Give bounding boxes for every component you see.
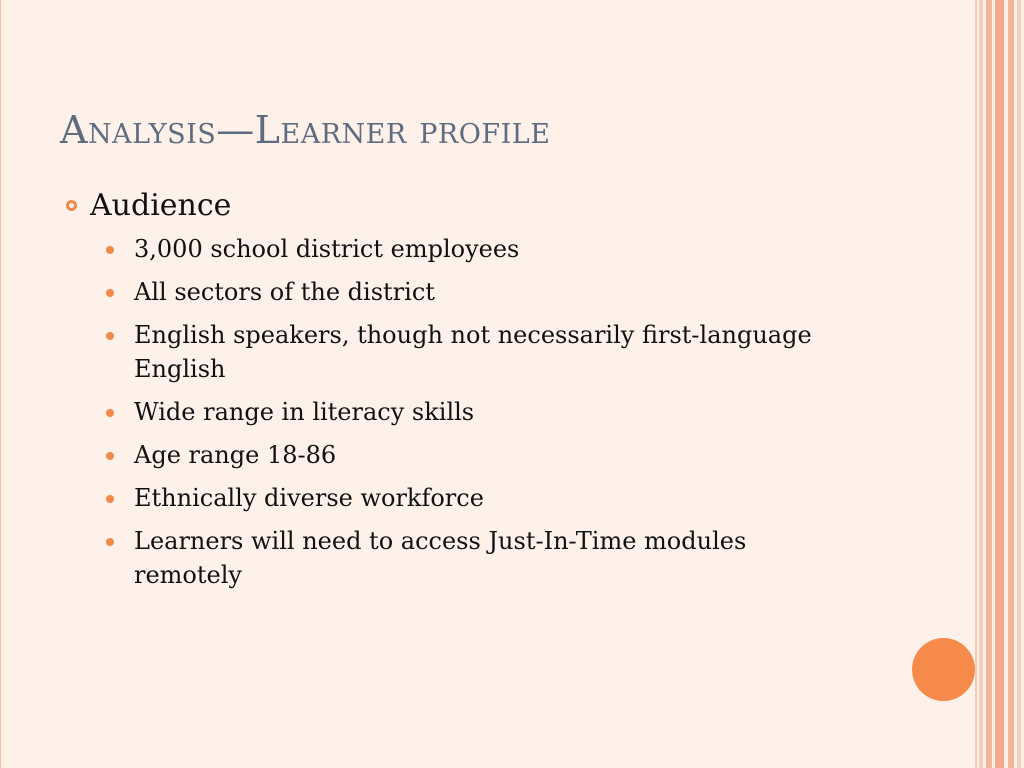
list-item: Wide range in literacy skills [102,395,822,429]
bullet-list [102,232,822,601]
bullet-dot-icon [106,452,114,460]
stripe [979,0,983,768]
list-item: Ethnically diverse workforce [102,481,822,515]
ring-bullet-icon [66,200,77,211]
list-item: English speakers, though not necessarily first-language English [102,318,822,386]
list-item: 3,000 school district employees [102,232,822,266]
stripe [986,0,992,768]
list-item: All sectors of the district [102,275,822,309]
decorative-circle-icon [912,638,975,701]
slide-title: Analysis—Learner profile [60,108,551,152]
section-heading [66,188,231,223]
bullet-dot-icon [106,332,114,340]
stripe [1017,0,1021,768]
bullet-dot-icon [106,495,114,503]
bullet-dot-icon [106,409,114,417]
bullet-dot-icon [106,538,114,546]
bullet-dot-icon [106,289,114,297]
section-label: Audience [90,188,232,223]
stripe [1008,0,1014,768]
list-item: Learners will need to access Just-In-Time modules remotely [102,524,822,592]
list-item: Age range 18-86 [102,438,822,472]
stripe [995,0,1004,768]
bullet-dot-icon [106,246,114,254]
left-border [0,0,10,768]
